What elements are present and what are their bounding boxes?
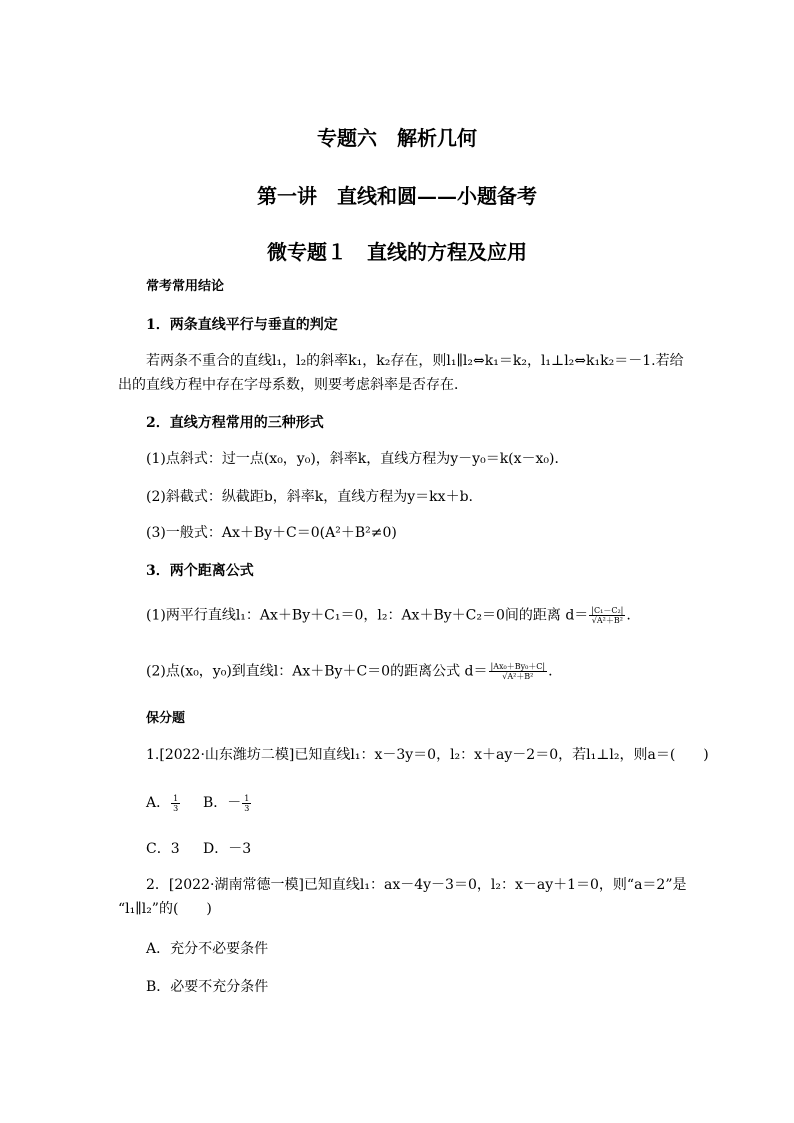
- fraction-denominator: √A²＋B²: [591, 616, 623, 625]
- conclusions-heading: 常考常用结论: [146, 279, 225, 294]
- fraction-denominator: 3: [173, 803, 179, 813]
- parallel-distance-formula: (1)两平行直线l₁：Ax＋By＋C₁＝0，l₂：Ax＋By＋C₂＝0间的距离 d＝ $\frac{\text{|C₁－C₂|}}{\text{√A²＋B²}}$ .: [146, 606, 631, 625]
- problems-heading: 保分题: [146, 711, 186, 726]
- fraction-denominator: 3: [244, 803, 250, 813]
- fraction-numerator: 1: [244, 793, 250, 803]
- section-3-title: 3．两个距离公式: [146, 563, 254, 579]
- point-distance-text: (2)点(x₀，y₀)到直线l：Ax＋By＋C＝0的距离公式 d＝: [146, 663, 488, 680]
- fraction-denominator: √A²＋B²: [502, 672, 534, 681]
- section-1-line2: 出的直线方程中存在字母系数，则要考虑斜率是否存在．: [118, 377, 468, 393]
- option-fraction: [242, 794, 251, 813]
- fraction-numerator: 1: [173, 793, 179, 803]
- question-1-option-d: D．－3: [203, 841, 252, 857]
- topic-title: 专题六 解析几何: [317, 126, 477, 150]
- point-distance-fraction: [489, 662, 548, 681]
- question-2-option-b: B．必要不充分条件: [146, 979, 269, 995]
- question-1-option-c: C．3: [146, 841, 180, 857]
- section-2-title: 2．直线方程常用的三种形式: [146, 415, 324, 431]
- question-1-stem: 1.[2022·山东潍坊二模]已知直线l₁：x－3y＝0，l₂：x＋ay－2＝0，若l₁⊥l₂，则a＝( ): [146, 747, 709, 763]
- parallel-distance-fraction: [589, 606, 625, 625]
- fraction-numerator: |Ax₀＋By₀＋C|: [490, 662, 546, 671]
- section-1-title: 1．两条直线平行与垂直的判定: [146, 317, 338, 333]
- option-label: A．: [146, 795, 171, 811]
- option-label: B．－: [203, 795, 242, 811]
- micro-topic-title: 微专题１ 直线的方程及应用: [267, 240, 527, 264]
- fraction-numerator: |C₁－C₂|: [591, 606, 624, 615]
- question-2-stem-line2: “l₁∥l₂”的( ): [118, 901, 212, 917]
- question-2-stem-line1: 2．[2022·湖南常德一模]已知直线l₁：ax－4y－3＝0，l₂：x－ay＋1＝0，则“a＝2”是: [146, 877, 687, 893]
- section-1-line1: 若两条不重合的直线l₁，l₂的斜率k₁，k₂存在，则l₁∥l₂⇔k₁＝k₂，l₁⊥l₂⇔k₁k₂＝－1.若给: [146, 353, 684, 369]
- question-1-option-a: [146, 792, 181, 813]
- point-distance-formula: (2)点(x₀，y₀)到直线l：Ax＋By＋C＝0的距离公式 d＝ $\frac{\text{|Ax₀＋By₀＋C|}}{\text{√A²＋B²}}$ .: [146, 662, 553, 681]
- option-fraction: [171, 794, 180, 813]
- question-2-option-a: A．充分不必要条件: [146, 941, 269, 957]
- parallel-distance-text: (1)两平行直线l₁：Ax＋By＋C₁＝0，l₂：Ax＋By＋C₂＝0间的距离 d＝: [146, 607, 589, 624]
- point-slope-form: (1)点斜式：过一点(x₀，y₀)，斜率k，直线方程为y－y₀＝k(x－x₀)．: [146, 451, 569, 467]
- lecture-title: 第一讲 直线和圆——小题备考: [257, 184, 537, 208]
- slope-intercept-form: (2)斜截式：纵截距b，斜率k，直线方程为y＝kx＋b.: [146, 489, 473, 505]
- general-form: (3)一般式：Ax＋By＋C＝0(A²＋B²≠0): [146, 525, 397, 541]
- question-1-option-b: [203, 792, 252, 813]
